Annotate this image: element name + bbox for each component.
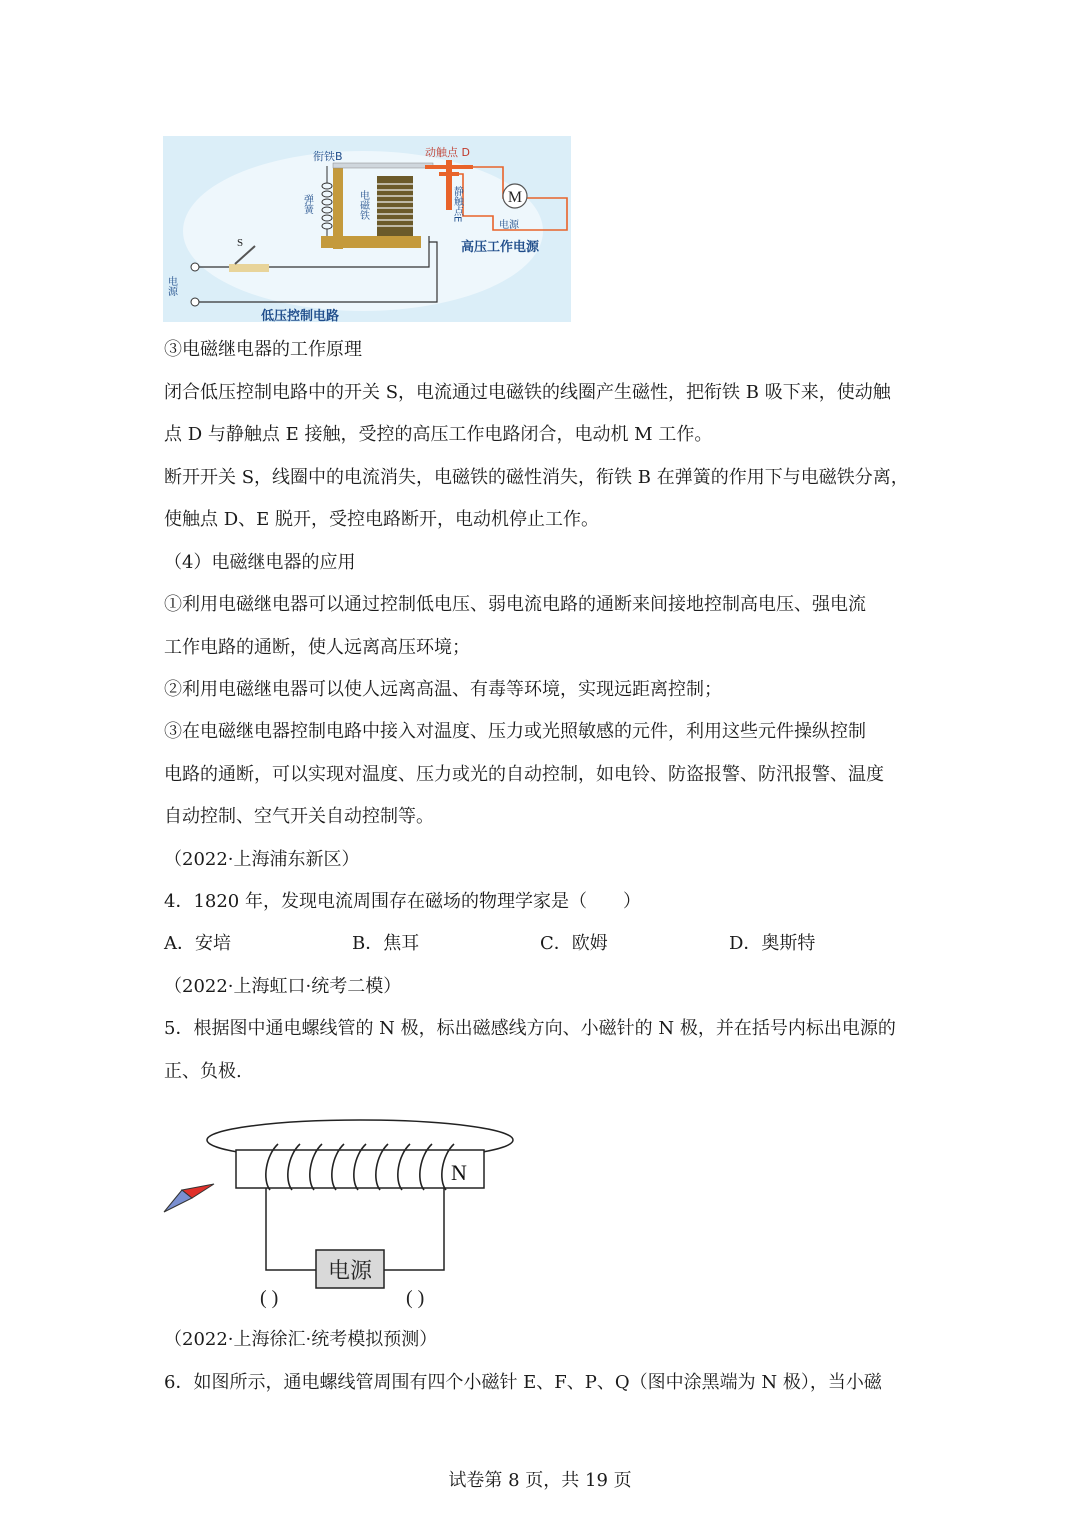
text-line: 使触点 D、E 脱开，受控电路断开，电动机停止工作。: [164, 509, 600, 530]
hv-source-label: 电源: [499, 220, 519, 231]
relay-figure: [163, 136, 571, 322]
text-line: ③电磁继电器的工作原理: [164, 339, 362, 360]
text-line: ②利用电磁继电器可以使人远离高温、有毒等环境，实现远距离控制；: [164, 679, 722, 700]
text-line: 电路的通断，可以实现对温度、压力或光的自动控制，如电铃、防盗报警、防汛报警、温度: [164, 764, 884, 785]
option-b[interactable]: B．焦耳: [352, 933, 420, 954]
page-footer: 试卷第 8 页，共 19 页: [448, 1470, 632, 1491]
lv-terminal-top: [191, 263, 199, 271]
answer-bracket-right[interactable]: ( ): [406, 1287, 425, 1309]
option-a[interactable]: A．安培: [164, 933, 231, 954]
source-tag: （2022·上海徐汇·统考模拟预测）: [164, 1329, 438, 1350]
motor-label: M: [507, 189, 523, 206]
source-tag: （2022·上海虹口·统考二模）: [164, 976, 402, 997]
answer-bracket-left[interactable]: ( ): [260, 1287, 279, 1309]
electromagnet-label: 电磁铁: [357, 190, 369, 220]
question-6: 6．如图所示，通电螺线管周围有四个小磁针 E、F、P、Q（图中涂黑端为 N 极），当小磁: [164, 1372, 882, 1393]
text-line: 闭合低压控制电路中的开关 S，电流通过电磁铁的线圈产生磁性，把衔铁 B 吸下来，使动触: [164, 382, 891, 403]
spring-label: 弹簧: [301, 194, 313, 214]
text-line: 自动控制、空气开关自动控制等。: [164, 806, 434, 827]
power-source-label: 电源: [327, 1259, 373, 1284]
figure-glow: [183, 151, 543, 311]
option-c[interactable]: C．欧姆: [540, 933, 608, 954]
hv-circuit-label: 高压工作电源: [461, 240, 540, 255]
switch-base: [229, 264, 269, 272]
text-line: 正、负极.: [164, 1061, 242, 1082]
relay-base: [321, 236, 421, 248]
text-line: （4）电磁继电器的应用: [164, 552, 356, 573]
lv-circuit-label: 低压控制电路: [261, 309, 340, 322]
question-4: 4．1820 年，发现电流周围存在磁场的物理学家是（ ）: [164, 891, 641, 912]
armature: [333, 163, 433, 168]
source-tag: （2022·上海浦东新区）: [164, 849, 360, 870]
text-line: 点 D 与静触点 E 接触，受控的高压工作电路闭合，电动机 M 工作。: [164, 424, 713, 445]
moving-contact-label: 动触点 D: [425, 146, 470, 159]
armature-label: 衔铁B: [313, 150, 343, 163]
electromagnet-core: [377, 176, 413, 236]
text-line: ①利用电磁继电器可以通过控制低电压、弱电流电路的通断来间接地控制高电压、强电流: [164, 594, 866, 615]
question-5: 5．根据图中通电螺线管的 N 极，标出磁感线方向、小磁针的 N 极，并在括号内标出电源的: [164, 1018, 896, 1039]
solenoid-figure: [160, 1110, 530, 1310]
option-d[interactable]: D．奥斯特: [729, 933, 816, 954]
static-contact-label: 静触点E: [451, 186, 463, 223]
lv-terminal-bottom: [191, 298, 199, 306]
text-line: ③在电磁继电器控制电路中接入对温度、压力或光照敏感的元件，利用这些元件操纵控制: [164, 721, 866, 742]
switch-label: S: [237, 237, 244, 249]
north-pole-label: N: [451, 1160, 467, 1185]
lv-source-label: 电源: [165, 276, 177, 296]
text-line: 断开开关 S，线圈中的电流消失，电磁铁的磁性消失，衔铁 B 在弹簧的作用下与电磁铁分离，: [164, 467, 909, 488]
text-line: 工作电路的通断，使人远离高压环境；: [164, 637, 470, 658]
solenoid-core: [236, 1150, 484, 1188]
